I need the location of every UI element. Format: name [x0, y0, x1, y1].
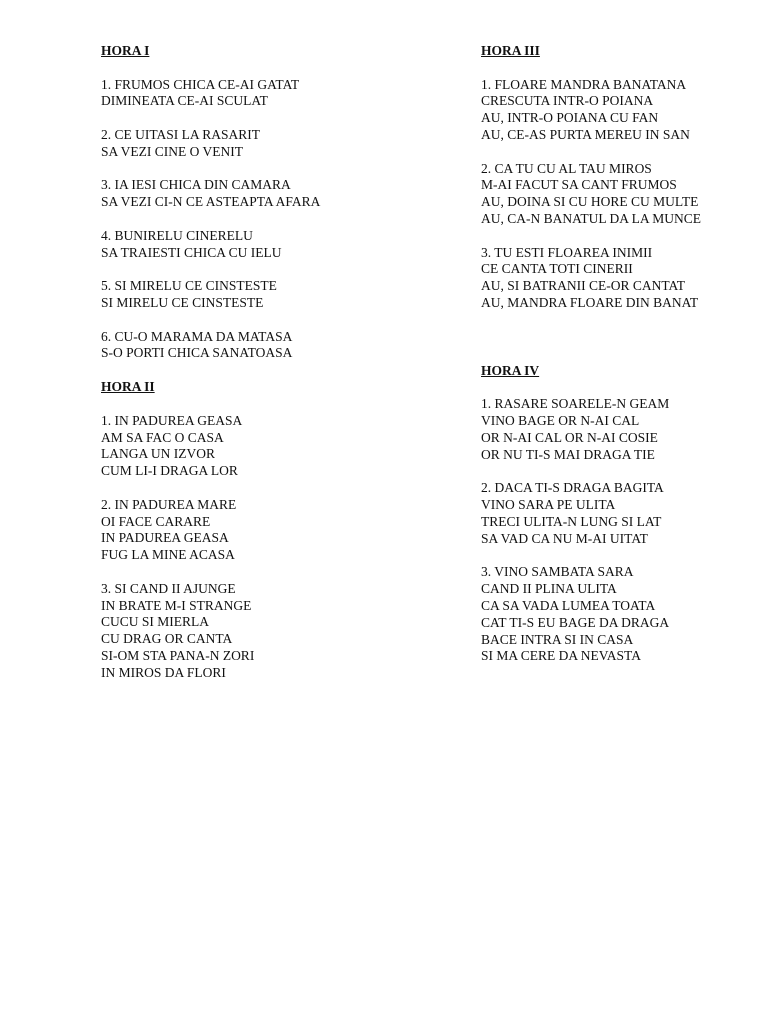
- song-title: HORA II: [101, 379, 155, 395]
- verse: [101, 127, 391, 161]
- lyric-line: OR N-AI CAL OR N-AI COSIE: [481, 429, 658, 445]
- lyric-line: AM SA FAC O CASA: [101, 429, 224, 445]
- lyric-line: IN BRATE M-I STRANGE: [101, 597, 252, 613]
- lyric-line: CU DRAG OR CANTA: [101, 631, 233, 647]
- verse: [101, 497, 391, 564]
- lyric-line: VINO BAGE OR N-AI CAL: [481, 413, 640, 429]
- verse: [101, 278, 391, 312]
- verse: [481, 564, 768, 665]
- lyric-line: IN MIROS DA FLORI: [101, 664, 226, 680]
- lyric-line: IN PADUREA GEASA: [101, 530, 229, 546]
- lyric-line: SI MIRELU CE CINSTESTE: [101, 294, 264, 310]
- lyric-line: AU, CA-N BANATUL DA LA MUNCE: [481, 210, 702, 226]
- lyric-line: 3. IA IESI CHICA DIN CAMARA: [101, 177, 291, 193]
- lyric-line: 2. CE UITASI LA RASARIT: [101, 126, 261, 142]
- lyric-line: 2. CA TU CU AL TAU MIROS: [481, 160, 652, 176]
- lyric-line: SI MA CERE DA NEVASTA: [481, 648, 641, 664]
- lyric-line: LANGA UN IZVOR: [101, 446, 215, 462]
- verse: [101, 329, 391, 363]
- lyric-line: 3. VINO SAMBATA SARA: [481, 564, 634, 580]
- lyric-line: 5. SI MIRELU CE CINSTESTE: [101, 278, 277, 294]
- lyric-line: OR NU TI-S MAI DRAGA TIE: [481, 446, 655, 462]
- lyric-line: CAT TI-S EU BAGE DA DRAGA: [481, 614, 670, 630]
- lyric-line: TRECI ULITA-N LUNG SI LAT: [481, 513, 662, 529]
- verse: [481, 77, 768, 144]
- right-column: [481, 43, 768, 665]
- song-title: HORA IV: [481, 362, 540, 378]
- verse: [481, 245, 768, 312]
- lyric-line: SA VEZI CINE O VENIT: [101, 143, 243, 159]
- lyric-line: 3. SI CAND II AJUNGE: [101, 580, 236, 596]
- lyric-line: CE CANTA TOTI CINERII: [481, 261, 633, 277]
- lyric-line: FUG LA MINE ACASA: [101, 547, 235, 563]
- lyric-line: AU, CE-AS PURTA MEREU IN SAN: [481, 126, 690, 142]
- verse: [101, 177, 391, 211]
- lyric-line: DIMINEATA CE-AI SCULAT: [101, 93, 268, 109]
- song-title: HORA I: [101, 43, 150, 58]
- lyric-line: SA VAD CA NU M-AI UITAT: [481, 530, 648, 546]
- lyric-line: SA TRAIESTI CHICA CU IELU: [101, 244, 282, 260]
- verse: [101, 228, 391, 262]
- lyric-line: AU, DOINA SI CU HORE CU MULTE: [481, 194, 699, 210]
- lyric-line: CA SA VADA LUMEA TOATA: [481, 597, 656, 613]
- lyric-line: 4. BUNIRELU CINERELU: [101, 227, 253, 243]
- lyric-line: M-AI FACUT SA CANT FRUMOS: [481, 177, 677, 193]
- lyric-line: S-O PORTI CHICA SANATOASA: [101, 345, 293, 361]
- lyric-line: AU, INTR-O POIANA CU FAN: [481, 110, 659, 126]
- lyric-line: 1. FLOARE MANDRA BANATANA: [481, 76, 687, 92]
- lyric-line: OI FACE CARARE: [101, 513, 211, 529]
- song-hora-1: [101, 43, 391, 362]
- lyric-line: 3. TU ESTI FLOAREA INIMII: [481, 244, 653, 260]
- lyric-line: CRESCUTA INTR-O POIANA: [481, 93, 654, 109]
- song-hora-3: [481, 43, 768, 312]
- verse: [101, 413, 391, 480]
- lyric-line: CAND II PLINA ULITA: [481, 581, 617, 597]
- verse: [481, 396, 768, 463]
- lyric-line: 2. DACA TI-S DRAGA BAGITA: [481, 480, 664, 496]
- left-column: [101, 43, 391, 681]
- lyric-line: BACE INTRA SI IN CASA: [481, 631, 634, 647]
- lyric-line: CUCU SI MIERLA: [101, 614, 210, 630]
- lyric-line: VINO SARA PE ULITA: [481, 497, 616, 513]
- verse: [481, 480, 768, 547]
- lyric-line: SA VEZI CI-N CE ASTEAPTA AFARA: [101, 194, 321, 210]
- lyric-line: 1. RASARE SOARELE-N GEAM: [481, 396, 670, 412]
- lyric-line: AU, SI BATRANII CE-OR CANTAT: [481, 278, 686, 294]
- song-hora-4: [481, 363, 768, 665]
- lyric-line: 6. CU-O MARAMA DA MATASA: [101, 328, 293, 344]
- song-title: HORA III: [481, 43, 540, 58]
- verse: [481, 161, 768, 228]
- verse: [101, 581, 391, 682]
- lyric-line: SI-OM STA PANA-N ZORI: [101, 647, 255, 663]
- lyric-line: 1. FRUMOS CHICA CE-AI GATAT: [101, 76, 300, 92]
- lyric-line: CUM LI-I DRAGA LOR: [101, 463, 238, 479]
- lyric-line: 1. IN PADUREA GEASA: [101, 412, 243, 428]
- lyric-line: 2. IN PADUREA MARE: [101, 496, 237, 512]
- lyric-line: AU, MANDRA FLOARE DIN BANAT: [481, 294, 699, 310]
- song-hora-2: [101, 379, 391, 681]
- verse: [101, 77, 391, 111]
